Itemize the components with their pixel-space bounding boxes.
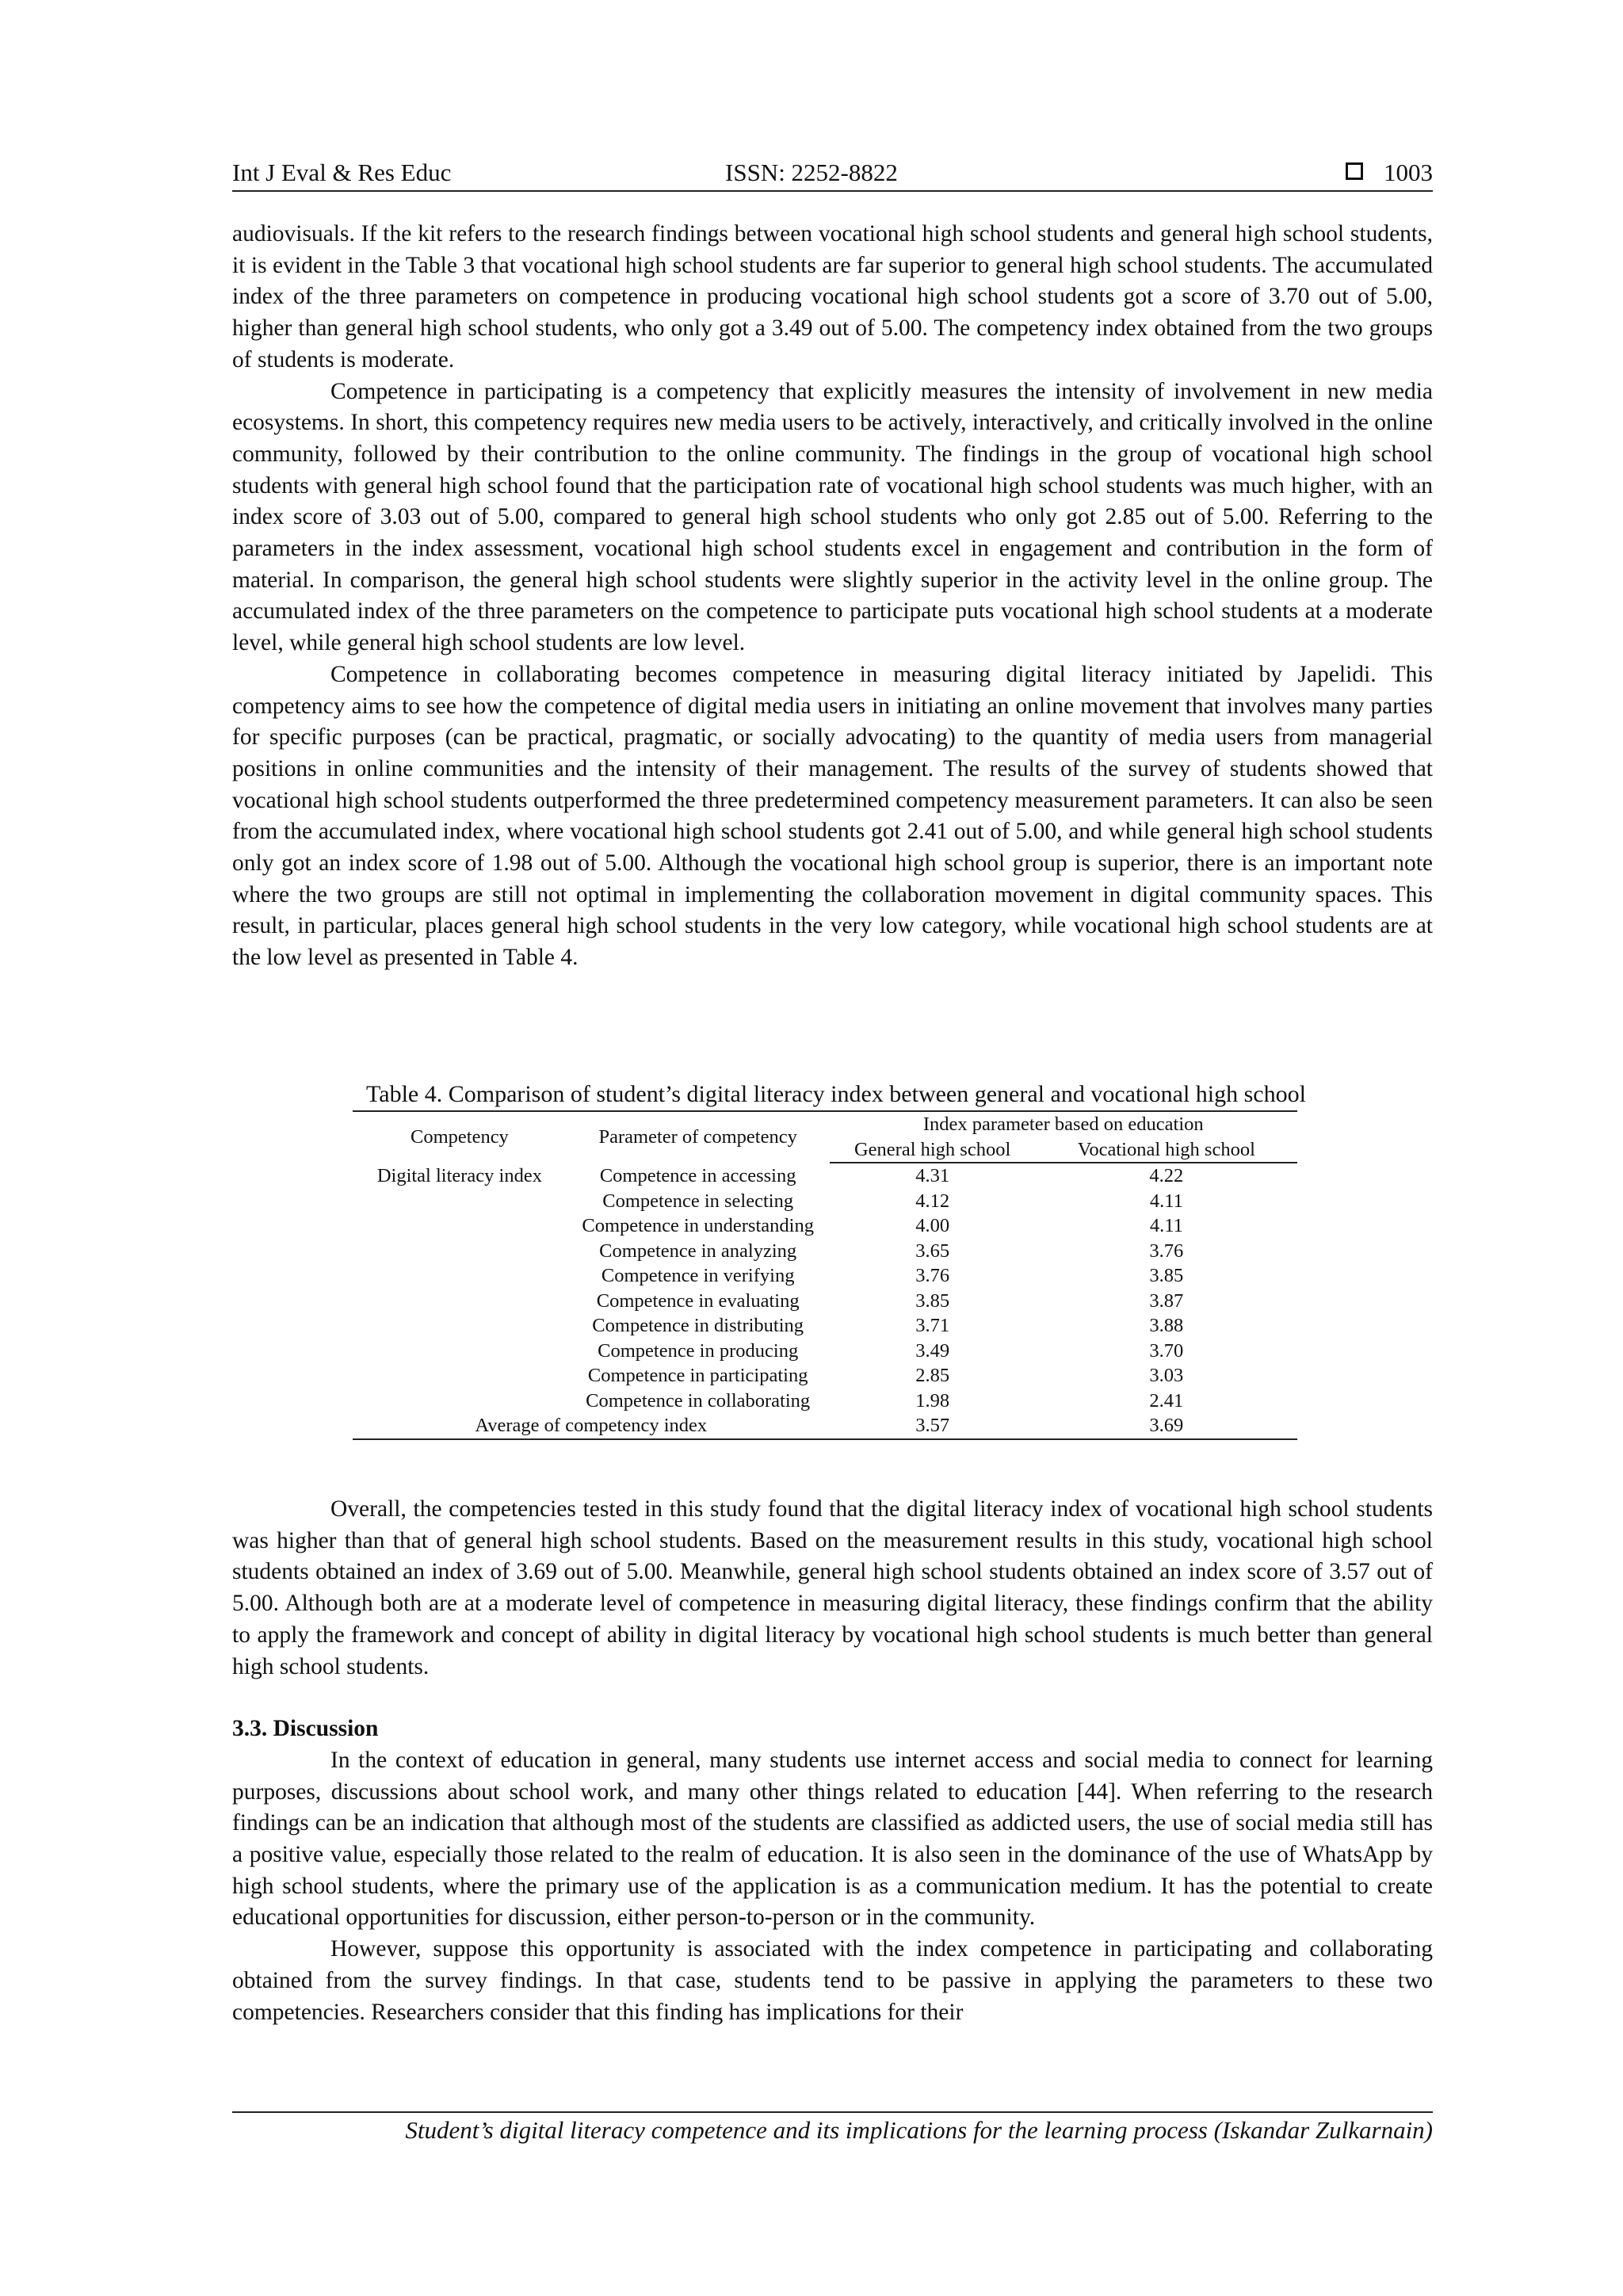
paragraph: audiovisuals. If the kit refers to the research findings between vocational high school students and general high school students, it is evident in the Table 3 that vocational high school students are far superior to general high school students. The accumulated index of the three parameters on competence in producing vocational high school students got a score of 3.70 out of 5.00, higher than general high school students, who only got a 3.49 out of 5.00. The competency index obtained from the two groups of students is moderate. [232,221,1433,372]
table-row [353,1239,1297,1264]
paragraph: In the context of education in general, many students use internet access and social media to connect for learning purposes, discussions about school work, and many other things related to education [44]. When referring to the research findings can be an indication that although most of the students are classified as addicted users, the use of social media still has a positive value, especially those related to the realm of education. It is also seen in the dominance of the use of WhatsApp by high school students, where the primary use of the application is as a communication medium. It has the potential to create educational opportunities for discussion, either person-to-person or in the community. [232,1747,1433,1931]
table-caption: Table 4. Comparison of student’s digital literacy index between general and vocational high school [366,1081,1306,1107]
vocational-value: 3.76 [1149,1240,1184,1262]
parameter-cell: Competence in collaborating [586,1389,811,1412]
page-number: 1003 [1384,159,1433,186]
issn: ISSN: 2252-8822 [725,159,898,186]
general-value: 1.98 [915,1389,950,1412]
table-row [353,1163,1297,1189]
paragraph: Competence in participating is a competency that explicitly measures the intensity of involvement in new media ecosystems. In short, this competency requires new media users to be actively, interactively, and critically involved in the online community, followed by their contribution to the online community. The findings in the group of vocational high school students with general high school found that the participation rate of vocational high school students was much higher, with an index score of 3.03 out of 5.00, compared to general high school students who only got 2.85 out of 5.00. Referring to the parameters in the index assessment, vocational high school students excel in engagement and contribution in the form of material. In comparison, the general high school students were slightly superior in the activity level in the online group. The accumulated index of the three parameters on the competence to participate puts vocational high school students at a moderate level, while general high school students are low level. [232,378,1433,656]
general-value: 3.49 [915,1339,950,1362]
parameter-cell: Competence in participating [587,1365,808,1386]
average-label: Average of competency index [353,1413,830,1439]
footer-text: Student’s digital literacy competence and its implications for the learning process (Iskandar Zulkarnain) [405,2116,1433,2144]
square-icon [1346,162,1363,180]
general-value: 4.12 [915,1190,950,1212]
general-average: 3.57 [830,1413,1036,1439]
parameter-cell: Competence in distributing [592,1315,804,1336]
group-label: Digital literacy index [376,1164,542,1186]
data-table [353,1110,1297,1440]
parameter-cell: Competence in verifying [601,1265,795,1286]
parameter-cell: Competence in selecting [602,1190,794,1212]
table-row [353,1313,1297,1339]
table-row [353,1289,1297,1314]
paragraph: Overall, the competencies tested in this study found that the digital literacy index of vocational high school students was higher than that of general high school students. Based on the measurement results in this study, vocational high school students obtained an index of 3.69 out of 5.00. Meanwhile, general high school students obtained an index score of 3.57 out of 5.00. Although both are at a moderate level of competence in measuring digital literacy, these findings confirm that the ability to apply the framework and concept of ability in digital literacy by vocational high school students is much better than general high school students. [232,1496,1433,1679]
general-value: 3.85 [915,1289,950,1312]
parameter-cell: Competence in producing [598,1339,799,1362]
column-header-general: General high school [830,1137,1036,1163]
column-header-vocational: Vocational high school [1036,1137,1297,1163]
general-value: 2.85 [915,1365,950,1386]
parameter-cell: Competence in evaluating [596,1289,800,1312]
vocational-average: 3.69 [1036,1413,1297,1439]
journal-name: Int J Eval & Res Educ [232,159,452,186]
table-block [289,1079,1383,1440]
parameter-cell: Competence in accessing [599,1164,796,1186]
table-row [353,1213,1297,1239]
column-header-competency: Competency [353,1111,567,1163]
vocational-value: 4.22 [1149,1165,1184,1186]
column-group-header: Index parameter based on education [830,1111,1297,1137]
column-header-parameter: Parameter of competency [567,1111,830,1163]
table-body [353,1163,1297,1439]
table-row-average [353,1413,1297,1439]
general-value: 3.65 [915,1240,950,1262]
vocational-value: 3.85 [1149,1265,1184,1286]
table-row [353,1339,1297,1364]
vocational-value: 3.03 [1149,1365,1184,1386]
table-row [353,1263,1297,1289]
running-header [232,155,1433,192]
body-text-after-table [232,1494,1433,2028]
running-footer [232,2111,1433,2148]
general-value: 4.31 [915,1165,950,1186]
vocational-value: 4.11 [1149,1190,1183,1212]
vocational-value: 3.70 [1149,1339,1184,1362]
table-row [353,1389,1297,1414]
body-text [232,219,1433,974]
vocational-value: 2.41 [1149,1389,1184,1412]
paragraph: However, suppose this opportunity is associated with the index competence in participating and collaborating obtained from the survey findings. In that case, students tend to be passive in applying the parameters to these two competencies. Researchers consider that this finding has implications for their [232,1936,1433,2025]
table-row [353,1189,1297,1214]
general-value: 3.71 [915,1315,950,1336]
parameter-cell: Competence in analyzing [599,1240,797,1262]
general-value: 3.76 [915,1265,950,1286]
vocational-value: 3.88 [1149,1315,1184,1336]
vocational-value: 3.87 [1149,1289,1184,1312]
paragraph: Competence in collaborating becomes competence in measuring digital literacy initiated by Japelidi. This competency aims to see how the competence of digital media users in initiating an online movement that involves many parties for specific purposes (can be practical, pragmatic, or socially advocating) to the quantity of media users from managerial positions in online communities and the intensity of their management. The results of the survey of students showed that vocational high school students outperformed the three predetermined competency measurement parameters. It can also be seen from the accumulated index, where vocational high school students got 2.41 out of 5.00, and while general high school students only got an index score of 1.98 out of 5.00. Although the vocational high school group is superior, there is an important note where the two groups are still not optimal in implementing the collaboration movement in digital community spaces. This result, in particular, places general high school students in the very low category, while vocational high school students are at the low level as presented in Table 4. [232,661,1433,971]
parameter-cell: Competence in understanding [582,1215,814,1236]
general-value: 4.00 [915,1215,950,1236]
section-heading: 3.3. Discussion [232,1716,379,1742]
table-row [353,1363,1297,1389]
vocational-value: 4.11 [1149,1215,1183,1236]
